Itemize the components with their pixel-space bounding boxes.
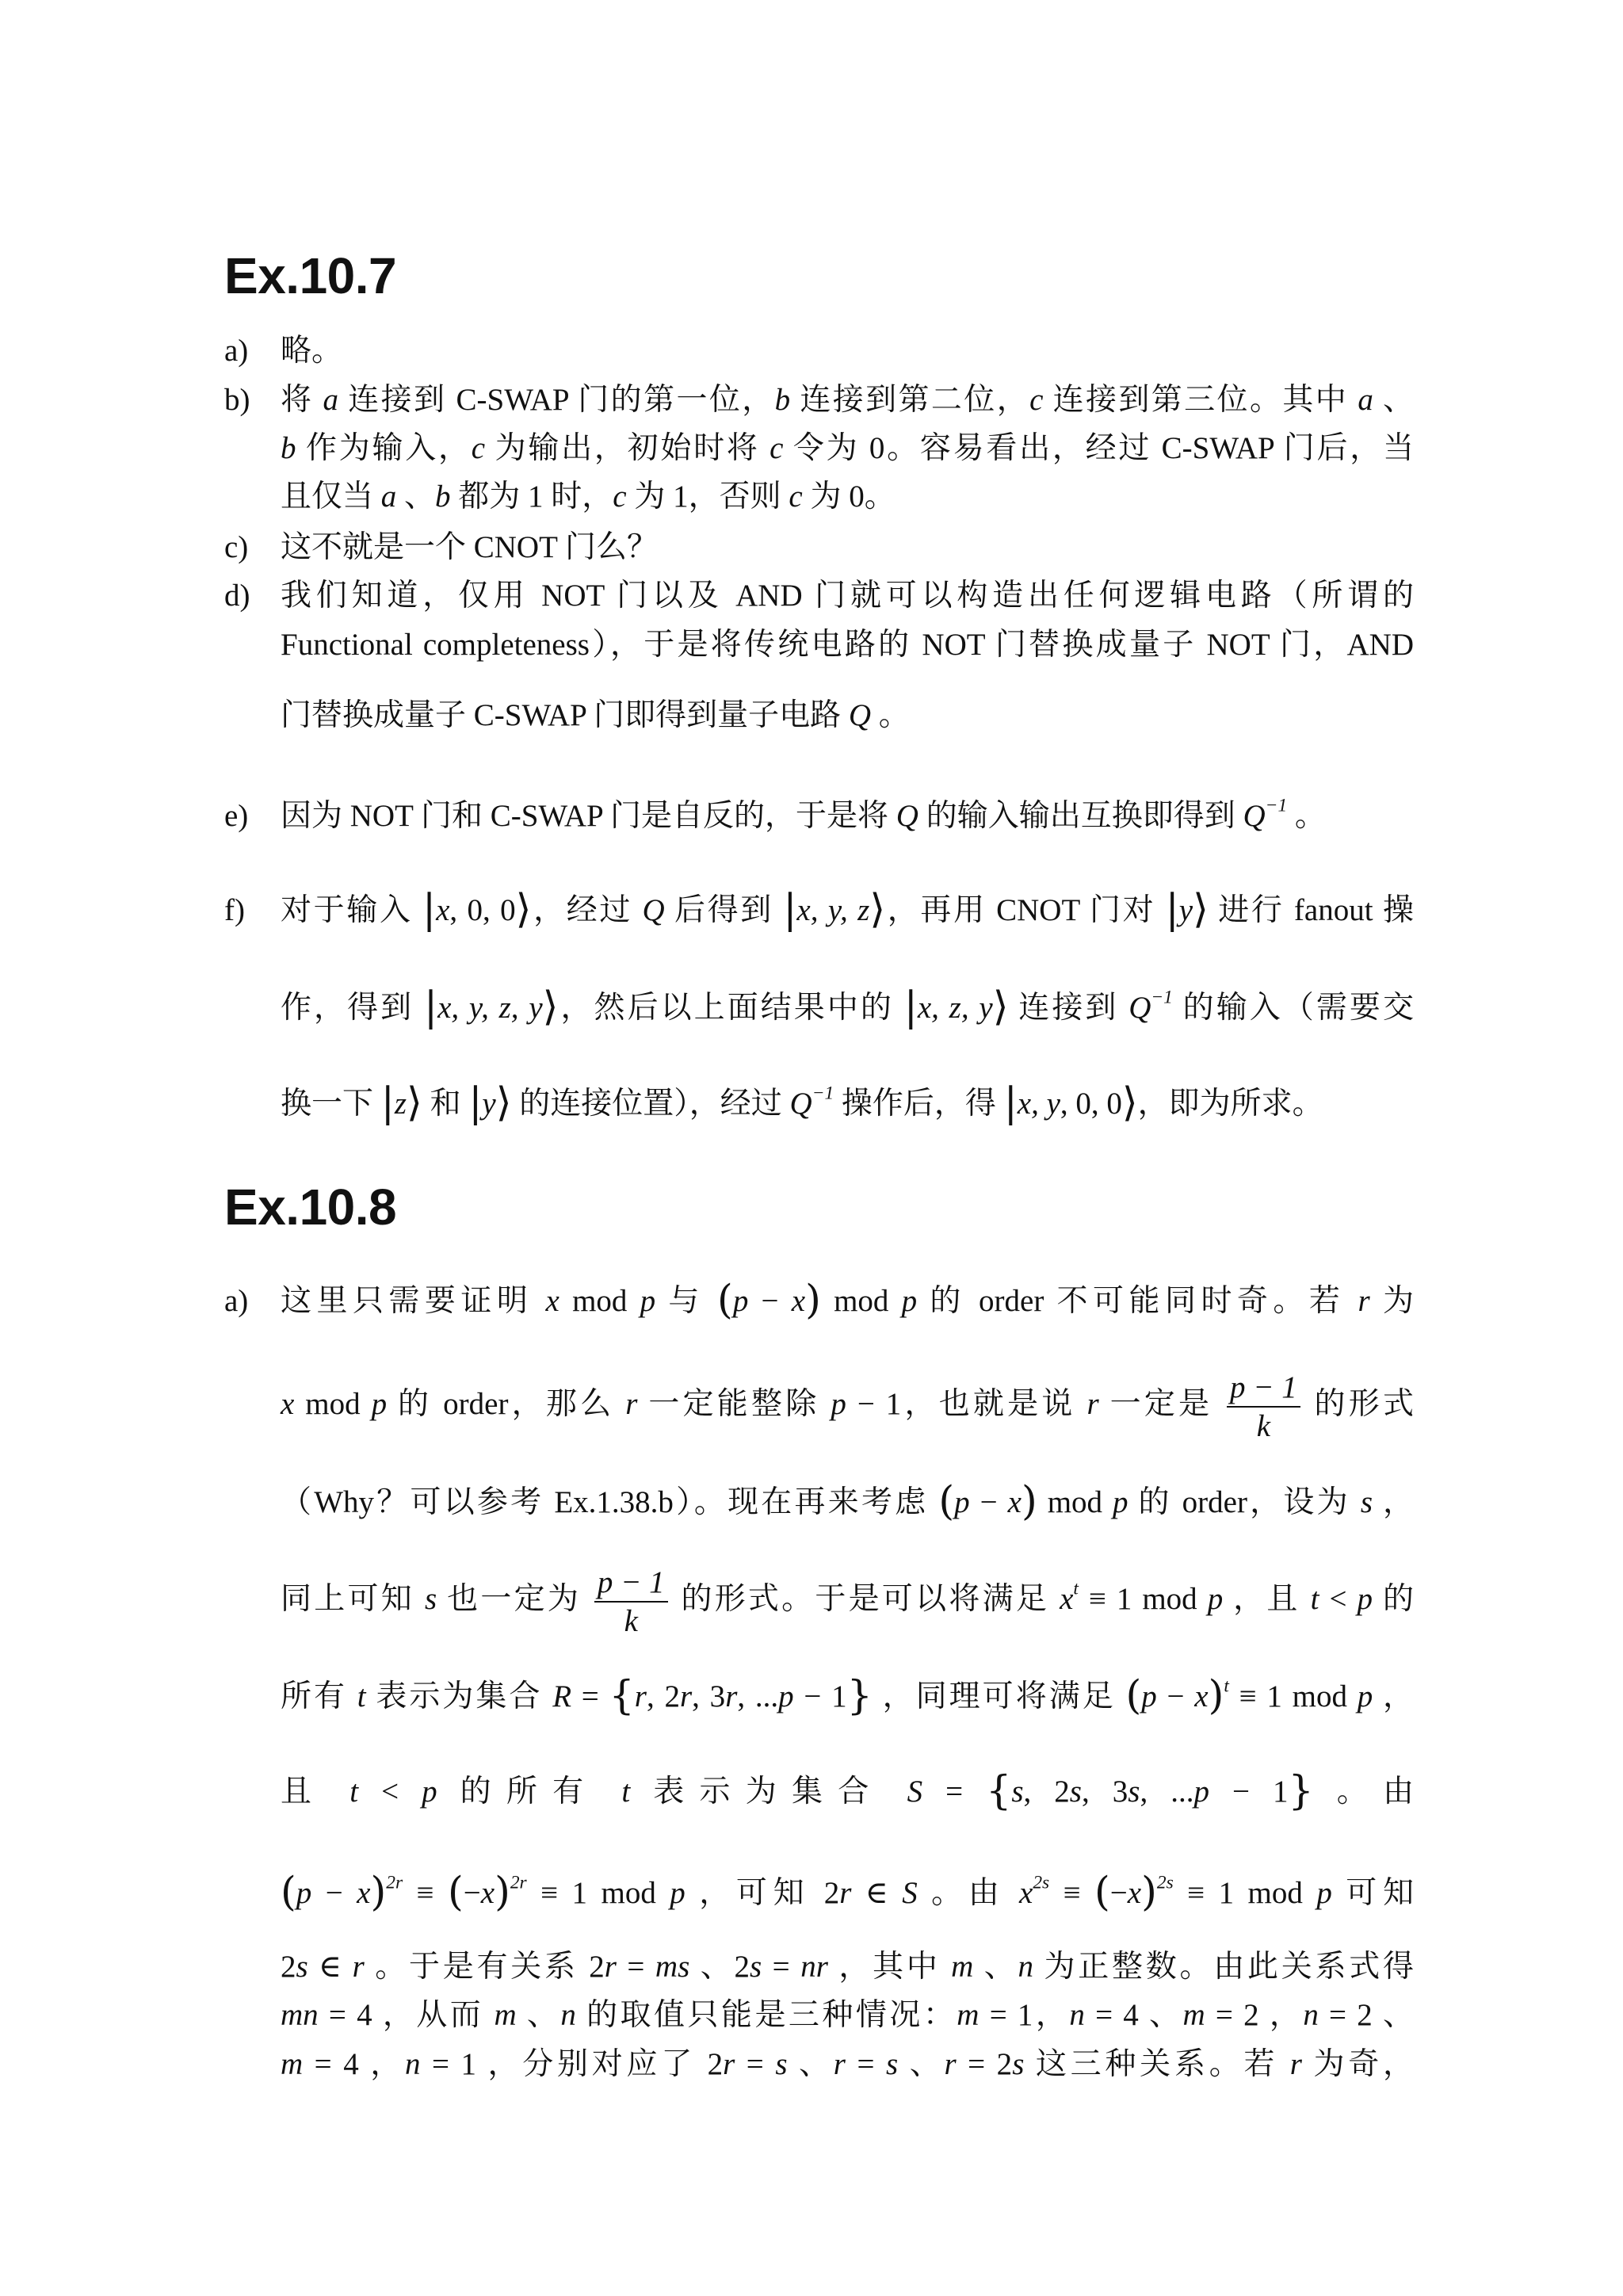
- math-variable: r: [1358, 1284, 1370, 1318]
- math-variable: m: [494, 1998, 517, 2032]
- text-run: 操作后，得: [834, 1087, 1004, 1121]
- text-run: 的形式: [1303, 1387, 1414, 1422]
- text-run: , ...: [737, 1679, 779, 1713]
- fraction-numerator: p − 1: [594, 1565, 668, 1603]
- item-label: d): [224, 579, 250, 613]
- text-run: ≡ 1 mod: [1173, 1876, 1317, 1910]
- math-variable: s: [1360, 1485, 1373, 1519]
- math-variable: Q: [642, 893, 665, 927]
- math-variable: r: [1086, 1387, 1099, 1422]
- text-run: 的连接位置），经过: [511, 1087, 790, 1121]
- text-run: 这里只需要证明: [281, 1284, 546, 1318]
- math-variable: x: [545, 1284, 559, 1318]
- math-variable: c: [789, 479, 803, 514]
- item-label: f): [224, 893, 245, 927]
- math-delimiter: |: [423, 983, 438, 1030]
- math-variable: p: [422, 1775, 437, 1809]
- math-delimiter: ): [370, 1868, 387, 1916]
- text-run: 为奇，: [1301, 2047, 1414, 2081]
- text-run: 的: [1372, 1582, 1414, 1617]
- math-variable: p: [1357, 1582, 1373, 1617]
- text-run: 作，得到: [281, 991, 424, 1025]
- math-delimiter: ): [1208, 1671, 1224, 1719]
- text-line: [281, 1760, 1414, 1824]
- text-run: ，同理可将满足: [872, 1679, 1126, 1713]
- math-variable: S: [902, 1876, 918, 1910]
- math-variable: mn: [281, 1998, 319, 2032]
- text-line: [281, 879, 1414, 942]
- math-variable: r: [625, 1387, 638, 1422]
- text-line: [281, 1665, 1414, 1729]
- text-run: 且: [281, 1775, 350, 1809]
- math-delimiter: ): [495, 1868, 510, 1916]
- text-run: −: [311, 1876, 357, 1910]
- text-run: 我们知道，仅用 NOT 门以及 AND 门就可以构造出任何逻辑电路（所谓的: [281, 579, 1414, 613]
- item-label: b): [224, 383, 250, 417]
- text-run: 这三种关系。若: [1024, 2047, 1290, 2081]
- text-run: 的形式。于是可以将满足: [670, 1582, 1060, 1617]
- math-variable: x: [1060, 1582, 1074, 1617]
- math-variable: p: [1193, 1775, 1209, 1809]
- math-variable: s: [424, 1582, 437, 1617]
- superscript: −1: [1265, 795, 1288, 816]
- text-run: 、: [898, 2047, 945, 2081]
- math-variable: p: [1141, 1679, 1157, 1713]
- math-variable: p: [1207, 1582, 1224, 1617]
- math-variable: r: [604, 1950, 617, 1984]
- text-run: ，可知 2: [685, 1876, 840, 1910]
- text-run: 一定能整除: [637, 1387, 831, 1422]
- text-run: 、: [787, 2047, 834, 2081]
- math-variable: x: [436, 893, 450, 927]
- math-variable: x: [357, 1876, 371, 1910]
- text-run: 将: [281, 383, 323, 417]
- math-variable: x: [281, 1387, 295, 1422]
- text-line: [281, 1471, 1414, 1534]
- fraction: [1227, 1370, 1300, 1443]
- math-variable: m: [281, 2047, 304, 2081]
- text-run: 、: [973, 1950, 1018, 1984]
- text-run: 连接到: [1008, 991, 1129, 1025]
- math-variable: ms: [655, 1950, 690, 1984]
- text-run: = 2 ，: [1205, 1998, 1304, 2032]
- text-run: 连接到 C-SWAP 门的第一位，: [338, 383, 775, 417]
- superscript: 2r: [386, 1872, 403, 1893]
- text-run: 为 0。: [802, 479, 896, 514]
- text-run: 为输出，初始时将: [485, 431, 770, 465]
- text-run: 、: [396, 479, 436, 514]
- text-run: ，再用 CNOT 门对: [885, 893, 1166, 927]
- math-variable: Q: [789, 1087, 812, 1121]
- text-line: [281, 1565, 1414, 1638]
- fraction-numerator: p − 1: [1227, 1370, 1300, 1408]
- math-variable: r: [833, 2047, 846, 2081]
- fraction: [594, 1565, 668, 1638]
- text-run: mod: [1037, 1485, 1113, 1519]
- text-run: Functional completeness），于是将传统电路的 NOT 门替换成量子 NOT 门，AND: [281, 628, 1414, 662]
- text-run: 、: [516, 1998, 561, 2032]
- math-variable: Q: [896, 799, 918, 833]
- text-run: 的取值只能是三种情况：: [575, 1998, 957, 2032]
- math-variable: a: [380, 479, 397, 514]
- text-run: <: [1319, 1582, 1358, 1617]
- math-variable: c: [471, 431, 486, 465]
- math-delimiter: ⟩: [1121, 1079, 1138, 1126]
- text-run: ≡ 1 mod: [1228, 1679, 1358, 1713]
- math-variable: x: [1007, 1485, 1022, 1519]
- text-run: 可知: [1331, 1876, 1414, 1910]
- math-variable: y: [482, 1087, 496, 1121]
- text-line: [281, 1270, 1414, 1333]
- math-delimiter: (: [447, 1868, 464, 1916]
- math-variable: r: [679, 1679, 693, 1713]
- text-line: [281, 2033, 1414, 2096]
- text-run: ≡: [1049, 1876, 1095, 1910]
- text-run: ，且: [1223, 1582, 1311, 1617]
- text-run: 一定是: [1098, 1387, 1224, 1422]
- math-variable: p: [831, 1387, 846, 1422]
- math-variable: x: [1019, 1876, 1033, 1910]
- math-variable: s: [1011, 1775, 1024, 1809]
- math-variable: x: [1127, 1876, 1142, 1910]
- math-variable: t: [1310, 1582, 1319, 1617]
- text-run: 因为 NOT 门和 C-SWAP 门是自反的，于是将: [281, 799, 896, 833]
- math-variable: p: [371, 1387, 388, 1422]
- text-run: 作为输入，: [296, 431, 472, 465]
- text-run: 。于是有关系 2: [364, 1950, 605, 1984]
- math-variable: p: [296, 1876, 312, 1910]
- text-run: 所有: [281, 1679, 357, 1713]
- math-variable: s: [1012, 2047, 1025, 2081]
- superscript: −1: [1151, 987, 1173, 1008]
- text-run: 。由: [1313, 1775, 1414, 1809]
- text-run: =: [845, 2047, 886, 2081]
- superscript: 2s: [1156, 1872, 1174, 1893]
- math-variable: r: [725, 1679, 738, 1713]
- math-variable: Q: [1128, 991, 1151, 1025]
- text-run: ∈: [307, 1950, 353, 1984]
- text-run: 这不就是一个 CNOT 门么？: [281, 530, 658, 564]
- math-variable: r: [634, 1679, 647, 1713]
- math-variable: x, y, z, y: [437, 991, 543, 1025]
- math-variable: t: [357, 1679, 366, 1713]
- text-run: , 2: [1023, 1775, 1070, 1809]
- math-variable: s: [750, 1950, 762, 1984]
- text-run: 、2: [689, 1950, 750, 1984]
- fraction-denominator: k: [624, 1603, 638, 1638]
- math-variable: m: [1182, 1998, 1205, 2032]
- math-variable: s: [296, 1950, 308, 1984]
- math-delimiter: |: [468, 1079, 483, 1126]
- math-delimiter: |: [783, 885, 797, 933]
- math-variable: p: [1357, 1679, 1373, 1713]
- math-delimiter: |: [1165, 885, 1179, 933]
- text-run: 。由: [917, 1876, 1019, 1910]
- text-run: ，然后以上面结果中的: [558, 991, 904, 1025]
- math-variable: t: [621, 1775, 631, 1809]
- text-run: 的 order，设为: [1128, 1485, 1361, 1519]
- text-run: ≡: [403, 1876, 448, 1910]
- text-run: 连接到第三位。其中: [1043, 383, 1358, 417]
- math-variable: p: [1316, 1876, 1332, 1910]
- text-run: − 1: [793, 1679, 847, 1713]
- text-run: 进行 fanout 操: [1208, 893, 1414, 927]
- text-run: 的输入（需要交: [1172, 991, 1414, 1025]
- math-delimiter: |: [380, 1079, 395, 1126]
- math-variable: S: [907, 1775, 923, 1809]
- text-run: , 0, 0: [449, 893, 516, 927]
- math-delimiter: ): [1021, 1477, 1037, 1525]
- math-delimiter: }: [846, 1671, 873, 1719]
- text-run: , 3: [1081, 1775, 1128, 1809]
- text-run: 同上可知: [281, 1582, 425, 1617]
- text-run: ，经过: [531, 893, 643, 927]
- text-run: =: [762, 1950, 801, 1984]
- text-run: = 2 、: [1318, 1998, 1414, 2032]
- math-variable: p: [1113, 1485, 1128, 1519]
- text-run: ，: [1373, 1679, 1414, 1713]
- text-run: 的输入输出互换即得到: [918, 799, 1243, 833]
- math-variable: a: [323, 383, 339, 417]
- text-line: [281, 684, 1414, 747]
- text-run: 都为 1 时，: [450, 479, 613, 514]
- text-run: 令为 0。容易看出，经过 C-SWAP 门后，当: [783, 431, 1414, 465]
- math-delimiter: (: [938, 1477, 955, 1525]
- math-variable: b: [774, 383, 791, 417]
- math-variable: r: [352, 1950, 365, 1984]
- text-line: [281, 1072, 1414, 1136]
- text-run: 与: [655, 1284, 718, 1318]
- exercise-heading: Ex.10.7: [224, 247, 397, 304]
- math-variable: p: [732, 1284, 749, 1318]
- text-run: 2: [281, 1950, 296, 1984]
- text-run: = 2: [956, 2047, 1013, 2081]
- item-label: c): [224, 530, 249, 564]
- superscript: 2r: [510, 1872, 527, 1893]
- math-variable: m: [957, 1998, 980, 2032]
- text-run: 对于输入: [281, 893, 422, 927]
- math-variable: m: [951, 1950, 974, 1984]
- text-run: 为 1，否则: [626, 479, 789, 514]
- text-run: , 2: [646, 1679, 680, 1713]
- text-run: 后得到: [664, 893, 784, 927]
- text-run: 和: [422, 1087, 469, 1121]
- math-delimiter: |: [422, 885, 437, 933]
- text-run: ，: [1373, 1485, 1414, 1519]
- text-run: − 1，也就是说: [846, 1387, 1087, 1422]
- text-run: =: [735, 2047, 776, 2081]
- item-label: a): [224, 1284, 249, 1318]
- text-run: = 4 ，从而: [318, 1998, 495, 2032]
- math-delimiter: {: [986, 1767, 1012, 1814]
- math-delimiter: {: [609, 1671, 635, 1719]
- math-variable: x, z, y: [917, 991, 993, 1025]
- text-run: , ...: [1140, 1775, 1194, 1809]
- text-run: = 4 ，: [303, 2047, 405, 2081]
- math-variable: c: [1029, 383, 1044, 417]
- text-run: ≡ 1 mod: [526, 1876, 670, 1910]
- text-run: mod: [294, 1387, 372, 1422]
- text-run: = 1 ，分别对应了 2: [420, 2047, 724, 2081]
- math-variable: s: [1128, 1775, 1140, 1809]
- text-run: <: [358, 1775, 422, 1809]
- math-variable: z: [394, 1087, 407, 1121]
- text-run: 且仅当: [281, 479, 381, 514]
- math-variable: p: [901, 1284, 918, 1318]
- math-variable: a: [1358, 383, 1373, 417]
- superscript: 2s: [1033, 1872, 1050, 1893]
- text-run: ∈: [851, 1876, 903, 1910]
- text-run: =: [571, 1679, 609, 1713]
- math-delimiter: ⟩: [992, 983, 1009, 1030]
- text-run: 的 order，那么: [387, 1387, 626, 1422]
- math-variable: n: [404, 2047, 421, 2081]
- item-label: e): [224, 799, 249, 833]
- math-delimiter: ⟩: [542, 983, 559, 1030]
- text-run: 为: [1369, 1284, 1414, 1318]
- text-run: 。: [1287, 799, 1326, 833]
- text-run: ，其中: [827, 1950, 952, 1984]
- text-line: [281, 613, 1414, 677]
- text-run: 表示为集合: [365, 1679, 553, 1713]
- math-variable: r: [944, 2047, 957, 2081]
- text-run: = 4 、: [1084, 1998, 1183, 2032]
- text-run: =: [922, 1775, 987, 1809]
- math-variable: Q: [1243, 799, 1266, 833]
- math-variable: b: [435, 479, 451, 514]
- text-run: 为正整数。由此关系式得: [1033, 1950, 1414, 1984]
- math-delimiter: |: [903, 983, 918, 1030]
- math-variable: x: [791, 1284, 806, 1318]
- text-run: mod: [820, 1284, 902, 1318]
- text-line: [281, 785, 1414, 848]
- math-variable: R: [552, 1679, 572, 1713]
- text-run: 的 order 不可能同时奇。若: [917, 1284, 1358, 1318]
- text-run: 的所有: [437, 1775, 622, 1809]
- text-run: −: [1109, 1876, 1128, 1910]
- math-variable: p: [670, 1876, 685, 1910]
- text-run: mod: [559, 1284, 640, 1318]
- text-run: 。: [871, 698, 910, 732]
- math-delimiter: (: [717, 1276, 733, 1324]
- exercise-heading: Ex.10.8: [224, 1179, 397, 1236]
- text-run: 连接到第二位，: [790, 383, 1030, 417]
- superscript: t: [1073, 1578, 1079, 1599]
- text-line: [281, 1370, 1414, 1443]
- math-delimiter: ): [1141, 1868, 1157, 1916]
- text-run: ，即为所求。: [1137, 1087, 1323, 1121]
- text-run: , 0, 0: [1060, 1087, 1122, 1121]
- text-run: 换一下: [281, 1087, 381, 1121]
- math-delimiter: (: [1094, 1868, 1110, 1916]
- math-variable: x: [480, 1876, 495, 1910]
- text-run: −: [463, 1876, 481, 1910]
- text-run: −: [748, 1284, 792, 1318]
- math-variable: b: [281, 431, 296, 465]
- math-variable: t: [349, 1775, 359, 1809]
- text-run: , 3: [692, 1679, 726, 1713]
- fraction-denominator: k: [1256, 1408, 1271, 1443]
- math-delimiter: (: [1125, 1671, 1142, 1719]
- math-delimiter: |: [1003, 1079, 1018, 1126]
- math-variable: c: [769, 431, 784, 465]
- math-variable: x: [1194, 1679, 1209, 1713]
- math-delimiter: (: [281, 1868, 296, 1916]
- text-run: ≡ 1 mod: [1078, 1582, 1208, 1617]
- math-variable: n: [560, 1998, 576, 2032]
- math-variable: r: [1289, 2047, 1302, 2081]
- math-variable: r: [839, 1876, 852, 1910]
- math-variable: r: [723, 2047, 735, 2081]
- text-run: （Why？可以参考 Ex.1.38.b）。现在再来考虑: [281, 1485, 939, 1519]
- superscript: −1: [812, 1083, 834, 1104]
- math-variable: s: [1069, 1775, 1082, 1809]
- math-variable: p: [640, 1284, 656, 1318]
- math-variable: p: [954, 1485, 970, 1519]
- text-run: =: [616, 1950, 655, 1984]
- math-variable: c: [613, 479, 627, 514]
- math-variable: x, y, z: [796, 893, 870, 927]
- text-run: −: [969, 1485, 1008, 1519]
- math-variable: Q: [848, 698, 872, 732]
- math-delimiter: ⟩: [495, 1079, 512, 1126]
- math-variable: n: [1303, 1998, 1319, 2032]
- text-run: 门替换成量子 C-SWAP 门即得到量子电路: [281, 698, 849, 732]
- item-label: a): [224, 334, 249, 368]
- text-run: 、: [1373, 383, 1414, 417]
- text-run: = 1，: [979, 1998, 1070, 2032]
- math-delimiter: ⟩: [407, 1079, 422, 1126]
- math-variable: p: [778, 1679, 794, 1713]
- math-variable: s: [886, 2047, 899, 2081]
- text-run: 表示为集合: [630, 1775, 907, 1809]
- math-delimiter: ⟩: [869, 885, 886, 933]
- math-variable: s: [775, 2047, 788, 2081]
- text-line: [281, 1862, 1414, 1925]
- math-variable: y: [1178, 893, 1193, 927]
- math-delimiter: ): [805, 1276, 821, 1324]
- text-line: [281, 976, 1414, 1040]
- text-run: 略。: [281, 334, 343, 368]
- math-delimiter: }: [1288, 1767, 1314, 1814]
- math-variable: n: [1069, 1998, 1085, 2032]
- math-variable: x, y: [1017, 1087, 1060, 1121]
- math-delimiter: ⟩: [1193, 885, 1209, 933]
- math-variable: n: [1018, 1950, 1034, 1984]
- text-run: −: [1156, 1679, 1195, 1713]
- text-run: 也一定为: [437, 1582, 592, 1617]
- math-variable: nr: [800, 1950, 828, 1984]
- text-run: − 1: [1209, 1775, 1289, 1809]
- superscript: t: [1224, 1675, 1229, 1697]
- math-delimiter: ⟩: [515, 885, 532, 933]
